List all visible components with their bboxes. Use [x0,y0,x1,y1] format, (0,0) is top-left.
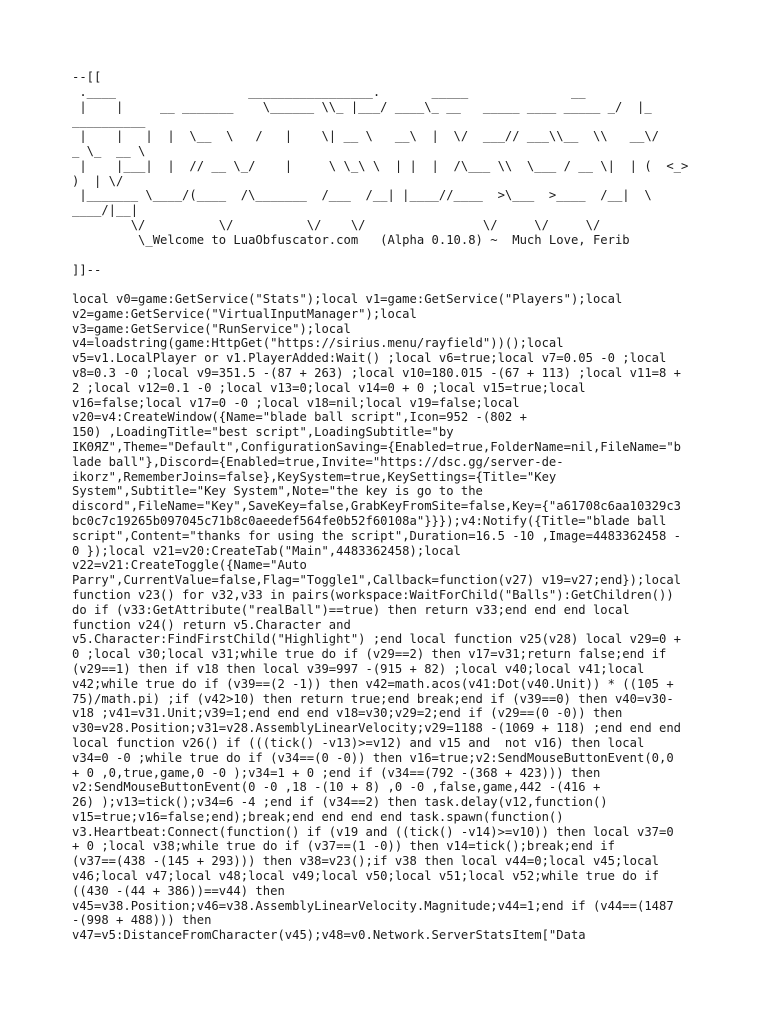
lua-code-block: local v0=game:GetService("Stats");local v1=game:GetService("Players");local v2=game:GetService("VirtualInputManager");local v3=game:GetService("RunService");local v4=loadstring(game:HttpGet("https://sirius.menu/rayfield"))();local v5=v1.LocalPlayer or v1.PlayerAdded:Wait() ;local v6=true;local v7=0.05 -0 ;local v8=0.3 -0 ;local v9=351.5 -(87 + 263) ;local v10=180.015 -(67 + 113) ;local v11=8 + 2 ;local v12=0.1 -0 ;local v13=0;local v14=0 + 0 ;local v15=true;local v16=false;local v17=0 -0 ;local v18=nil;local v19=false;local v20=v4:CreateWindow({Name="blade ball script",Icon=952 -(802 + 150) ,LoadingTitle="best script",LoadingSubtitle="by IKΘЯZ",Theme="Default",ConfigurationSaving={Enabled=true,FolderName=nil,FileName="b lade ball"},Discord={Enabled=true,Invite="https://dsc.gg/server-de- ikorz",RememberJoins=false},KeySystem=true,KeySettings={Title="Key System",Subtitle="Key System",Note="the key is go to the discord",FileName="Key",SaveKey=false,GrabKeyFromSite=false,Key={"a61708c6aa10329c3 bc0c7c19265b097045c71b8c0aeedef564fe0b52f60108a"}}});v4:Notify({Title="blade ball script",Content="thanks for using the script",Duration=16.5 -10 ,Image=4483362458 - 0 });local v21=v20:CreateTab("Main",4483362458);local v22=v21:CreateToggle({Name="Auto Parry",CurrentValue=false,Flag="Toggle1",Callback=function(v27) v19=v27;end});local function v23() for v32,v33 in pairs(workspace:WaitForChild("Balls"):GetChildren()) do if (v33:GetAttribute("realBall")==true) then return v33;end end end local function v24() return v5.Character and v5.Character:FindFirstChild("Highlight") ;end local function v25(v28) local v29=0 + 0 ;local v30;local v31;while true do if (v29==2) then v17=v31;return false;end if (v29==1) then if v18 then local v39=997 -(915 + 82) ;local v40;local v41;local v42;while true do if (v39==(2 -1)) then v42=math.acos(v41:Dot(v40.Unit)) * ((105 + 75)/math.pi) ;if (v42>10) then return true;end break;end if (v39==0) then v40=v30- v18 ;v41=v31.Unit;v39=1;end end end v18=v30;v29=2;end if (v29==(0 -0)) then v30=v28.Position;v31=v28.AssemblyLinearVelocity;v29=1188 -(1069 + 118) ;end end end local function v26() if (((tick() -v13)>=v12) and v15 and not v16) then local v34=0 -0 ;while true do if (v34==(0 -0)) then v16=true;v2:SendMouseButtonEvent(0,0 + 0 ,0,true,game,0 -0 );v34=1 + 0 ;end if (v34==(792 -(368 + 423))) then v2:SendMouseButtonEvent(0 -0 ,18 -(10 + 8) ,0 -0 ,false,game,442 -(416 + 26) );v13=tick();v34=6 -4 ;end if (v34==2) then task.delay(v12,function() v15=true;v16=false;end);break;end end end end task.spawn(function() v3.Heartbeat:Connect(function() if (v19 and ((tick() -v14)>=v10)) then local v37=0 + 0 ;local v38;while true do if (v37==(1 -0)) then v14=tick();break;end if (v37==(438 -(145 + 293))) then v38=v23();if v38 then local v44=0;local v45;local v46;local v47;local v48;local v49;local v50;local v51;local v52;while true do if ((430 -(44 + 386))==v44) then v45=v38.Position;v46=v38.AssemblyLinearVelocity.Magnitude;v44=1;end if (v44==(1487 -(998 + 488))) then v47=v5:DistanceFromCharacter(v45);v48=v0.Network.ServerStatsItem["Data [72,292,682,943]
comment-close: ]]-- [72,263,102,277]
ascii-banner-comment: --[[ .____ _________________. _____ __ | | __ _______ \______ \\_ |___/ ____\_ __ _____ ____ _____ _/ |_ __________ | | | | \__ \ / | \| __ \ __\ | \/ ___// ___\\__ \\ __\/ _ \_ __ \ | |___| | // __ \_/ | \ \_\ \ | | | /\___ \\ \___ / __ \| | ( <_> ) | \/ |_______ \____/(____ /\_______ /___ /__| |____//____ >\___ >____ /__| \ ____/|__| \/ \/ \/ \/ \/ \/ \/ \_Welcome to LuaObfuscator.com (Alpha 0.10.8) ~ Much Love, Ferib [72,70,689,247]
